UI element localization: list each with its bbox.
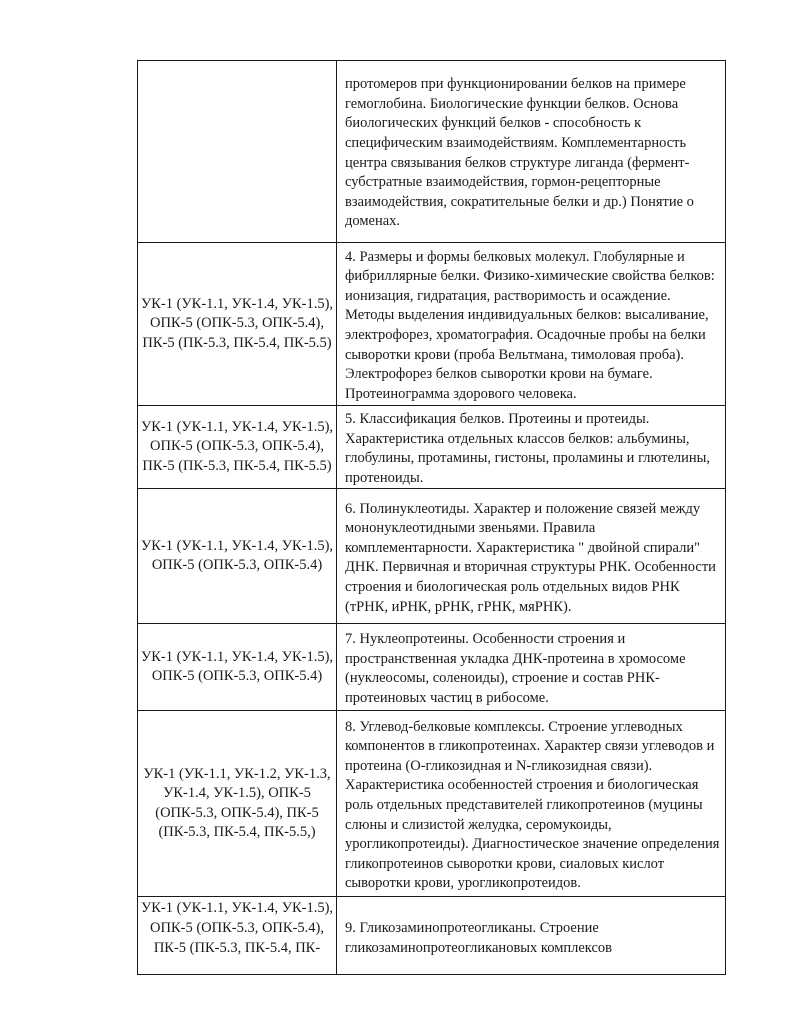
content-cell [337,897,726,975]
competencies-cell [138,897,337,975]
table-row [138,406,726,489]
competencies-cell [138,711,337,897]
table-row [138,624,726,711]
table-row [138,243,726,406]
content-text: 8. Углевод-белковые комплексы. Строение углеводных компонентов в гликопротеинах. Характер связи углеводов и протеина (О-гликозидная и N-гликозидная связи). Характеристика особенностей строения и биологическая роль отдельных представителей гликопротеинов (муцины слюны и слизистой желудка, серомукоиды, урогликопротеиды). Диагностическое значение определения гликопротеинов сыворотки крови, сиаловых кислот сыворотки крови, урогликопротеидов. [345,718,720,892]
competencies-text: УК-1 (УК-1.1, УК-1.2, УК-1.3, УК-1.4, УК-1.5), ОПК-5 (ОПК-5.3, ОПК-5.4), ПК-5 (ПК-5.3, ПК-5.4, ПК-5.5,) [143,765,331,841]
competencies-text: УК-1 (УК-1.1, УК-1.4, УК-1.5), ОПК-5 (ОПК-5.3, ОПК-5.4), ПК-5 (ПК-5.3, ПК-5.4, ПК-5.5) [140,295,334,351]
competencies-cell [138,61,337,243]
content-text: 9. Гликозаминопротеогликаны. Строение гликозаминопротеогликановых комплексов [345,920,613,956]
competencies-text: УК-1 (УК-1.1, УК-1.4, УК-1.5), ОПК-5 (ОПК-5.3, ОПК-5.4) [140,648,334,685]
content-text: 7. Нуклеопротеины. Особенности строения и пространственная укладка ДНК-протеина в хромосоме (нуклеосомы, соленоиды), строение и состав РНК-протеиновых частиц в рибосоме. [345,631,686,706]
table-row [138,61,726,243]
content-text: 5. Классификация белков. Протеины и протеиды. Характеристика отдельных классов белков: альбумины, глобулины, протамины, гистоны, проламины и глютелины, протеноиды. [345,411,711,486]
content-cell [337,406,726,489]
content-cell [337,711,726,897]
table-row [138,711,726,897]
content-text: протомеров при функционировании белков на примере гемоглобина. Биологические функции белков. Основа биологических функций белков - способность к специфическим взаимодействиям. Комплементарность центра связывания белков структуре лиганда (фермент-субстратные взаимодействия, гормон-рецепторные взаимодействия, сократительные белки и др.) Понятие о доменах. [345,76,694,230]
table-row [138,897,726,975]
table-row [138,489,726,624]
competencies-text: УК-1 (УК-1.1, УК-1.4, УК-1.5), ОПК-5 (ОПК-5.3, ОПК-5.4), ПК-5 (ПК-5.3, ПК-5.4, ПК- [140,900,334,956]
competencies-text: УК-1 (УК-1.1, УК-1.4, УК-1.5), ОПК-5 (ОПК-5.3, ОПК-5.4) [140,537,334,574]
content-cell [337,624,726,711]
competencies-cell [138,406,337,489]
competencies-text: УК-1 (УК-1.1, УК-1.4, УК-1.5), ОПК-5 (ОПК-5.3, ОПК-5.4), ПК-5 (ПК-5.3, ПК-5.4, ПК-5.5) [140,418,334,474]
content-text: 6. Полинуклеотиды. Характер и положение связей между мононуклеотидными звеньями. Правила комплементарности. Характеристика " двойной спирали" ДНК. Первичная и вторичная структуры РНК. Особенности строения и биологическая роль отдельных видов РНК (тРНК, иРНК, рРНК, гРНК, мяРНК). [345,500,716,615]
content-cell [337,243,726,406]
content-cell [337,489,726,624]
competencies-cell [138,243,337,406]
content-cell [337,61,726,243]
competencies-cell [138,489,337,624]
competency-content-table [137,60,726,975]
content-text: 4. Размеры и формы белковых молекул. Глобулярные и фибриллярные белки. Физико-химические свойства белков: ионизация, гидратация, растворимость и осаждение. Методы выделения индивидуальных белков: высаливание, электрофорез, хроматография. Осадочные пробы на белки сыворотки крови (проба Вельтмана, тимоловая проба). Электрофорез белков сыворотки крови на бумаге. Протеинограмма здорового человека. [345,248,715,402]
competencies-cell [138,624,337,711]
